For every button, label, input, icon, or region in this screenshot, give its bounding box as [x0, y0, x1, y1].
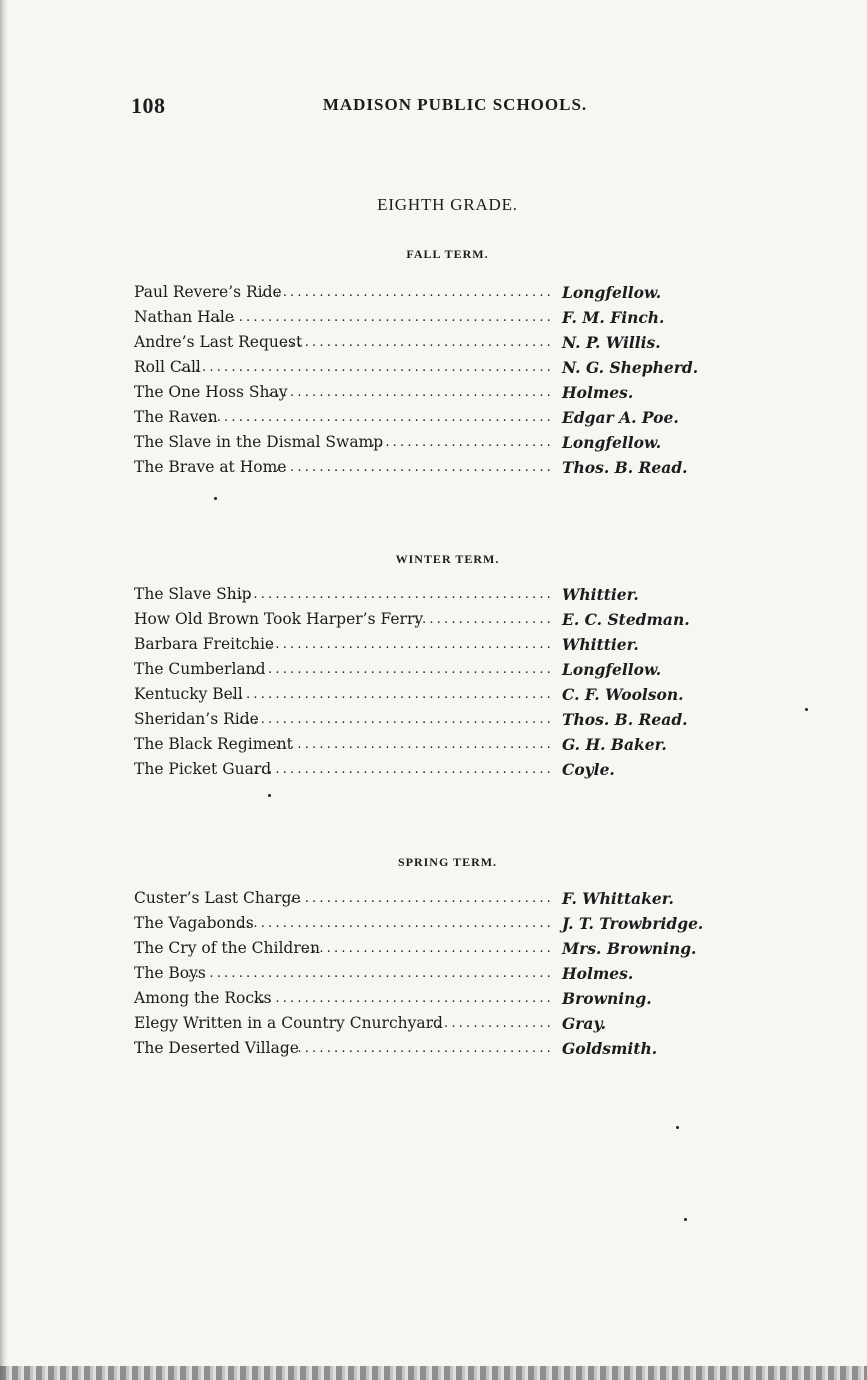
poem-title: The Cry of the Children: [134, 939, 320, 957]
poem-author: N. G. Shepherd.: [562, 358, 699, 377]
dot-leader: ............................................: [231, 587, 554, 602]
poem-title: The Vagabonds: [134, 914, 254, 932]
dot-leader: .....................................: [282, 1041, 554, 1056]
poem-title: How Old Brown Took Harper’s Ferry: [134, 610, 424, 628]
poem-entry: [134, 380, 734, 405]
poem-title: Sheridan’s Ride: [134, 710, 259, 728]
poem-entry: [134, 582, 734, 607]
fall-term-list: [134, 280, 734, 480]
poem-author: E. C. Stedman.: [562, 610, 690, 629]
poem-entry: [134, 280, 734, 305]
spring-term-heading: SPRING TERM.: [397, 855, 498, 869]
ink-speck: [805, 708, 808, 711]
poem-title: The Boys: [134, 964, 206, 982]
poem-title: Among the Rocks: [134, 989, 272, 1007]
poem-author: N. P. Willis.: [562, 333, 661, 352]
page-left-edge: [0, 0, 8, 1380]
dot-leader: ...........................................: [238, 712, 554, 727]
poem-author: J. T. Trowbridge.: [562, 914, 704, 933]
poem-author: F. Whittaker.: [562, 889, 674, 908]
poem-author: C. F. Woolson.: [562, 685, 684, 704]
dot-leader: ............................................: [231, 916, 554, 931]
winter-term-heading: WINTER TERM.: [395, 552, 500, 566]
poem-title: The Slave Ship: [134, 585, 252, 603]
poem-title: The Raven: [134, 408, 218, 426]
dot-leader: ........................................: [260, 285, 554, 300]
dot-leader: ...............................................: [209, 310, 554, 325]
grade-title: EIGHTH GRADE.: [377, 195, 518, 214]
ink-speck: [268, 794, 271, 797]
poem-entry: [134, 657, 734, 682]
poem-entry: [134, 1036, 734, 1061]
ink-speck: [676, 1126, 679, 1129]
poem-entry: [134, 936, 734, 961]
poem-author: Holmes.: [562, 964, 634, 983]
poem-title: Paul Revere’s Ride: [134, 283, 282, 301]
poem-entry: [134, 330, 734, 355]
poem-title: Kentucky Bell: [134, 685, 243, 703]
poem-author: F. M. Finch.: [562, 308, 665, 327]
poem-author: Longfellow.: [562, 660, 662, 679]
poem-author: Thos. B. Read.: [562, 458, 688, 477]
poem-author: Longfellow.: [562, 433, 662, 452]
dot-leader: .........................: [370, 435, 554, 450]
poem-author: Gray.: [562, 1014, 607, 1033]
poem-author: Thos. B. Read.: [562, 710, 688, 729]
page-bottom-edge: [0, 1366, 867, 1380]
dot-leader: ...................................................: [180, 360, 554, 375]
ink-speck: [214, 497, 217, 500]
poem-entry: [134, 405, 734, 430]
poem-title: The Slave in the Dismal Swamp: [134, 433, 384, 451]
poem-entry: [134, 732, 734, 757]
poem-entry: [134, 632, 734, 657]
poem-title: Custer’s Last Charge: [134, 889, 301, 907]
poem-author: Mrs. Browning.: [562, 939, 697, 958]
poem-title: The One Hoss Shay: [134, 383, 288, 401]
poem-title: Barbara Freitchie: [134, 635, 275, 653]
poem-author: Whittier.: [562, 635, 639, 654]
poem-entry: [134, 886, 734, 911]
spring-term-list: [134, 886, 734, 1061]
ink-speck: [684, 1218, 687, 1221]
poem-entry: [134, 911, 734, 936]
dot-leader: ..........................................: [246, 662, 554, 677]
poem-title: The Cumberland: [134, 660, 266, 678]
dot-leader: .......................................: [268, 385, 554, 400]
winter-term-list: [134, 582, 734, 782]
poem-entry: [134, 682, 734, 707]
dot-leader: .....................................: [282, 335, 554, 350]
poem-author: Whittier.: [562, 585, 639, 604]
poem-title: The Deserted Village: [134, 1039, 299, 1057]
poem-author: G. H. Baker.: [562, 735, 667, 754]
dot-leader: ...................................................: [180, 966, 554, 981]
dot-leader: .........................................: [253, 762, 554, 777]
dot-leader: .......................................: [268, 460, 554, 475]
poem-entry: [134, 305, 734, 330]
poem-entry: [134, 1011, 734, 1036]
poem-title: Elegy Written in a Country Cnurchyard: [134, 1014, 443, 1032]
page-number: 108: [131, 93, 166, 118]
dot-leader: .................: [429, 1016, 554, 1031]
poem-title: The Picket Guard: [134, 760, 272, 778]
poem-entry: [134, 355, 734, 380]
poem-author: Goldsmith.: [562, 1039, 658, 1058]
poem-entry: [134, 986, 734, 1011]
poem-title: The Black Regiment: [134, 735, 293, 753]
poem-entry: [134, 757, 734, 782]
dot-leader: ......................................: [275, 737, 554, 752]
poem-author: Longfellow.: [562, 283, 662, 302]
poem-title: The Brave at Home: [134, 458, 287, 476]
poem-title: Roll Call: [134, 358, 201, 376]
dot-leader: .................................................: [194, 410, 554, 425]
poem-entry: [134, 607, 734, 632]
poem-author: Holmes.: [562, 383, 634, 402]
dot-leader: .....................................: [282, 891, 554, 906]
poem-author: Edgar A. Poe.: [562, 408, 679, 427]
running-head: MADISON PUBLIC SCHOOLS.: [322, 95, 588, 114]
poem-title: Nathan Hale: [134, 308, 235, 326]
fall-term-heading: FALL TERM.: [406, 247, 489, 261]
poem-title: Andre’s Last Request: [134, 333, 303, 351]
dot-leader: .............................................: [224, 687, 554, 702]
dot-leader: ....................: [407, 612, 554, 627]
dot-leader: .........................................: [253, 637, 554, 652]
dot-leader: ..................................: [304, 941, 554, 956]
poem-author: Browning.: [562, 989, 652, 1008]
poem-entry: [134, 707, 734, 732]
dot-leader: .........................................: [253, 991, 554, 1006]
poem-entry: [134, 430, 734, 455]
poem-author: Coyle.: [562, 760, 615, 779]
poem-entry: [134, 455, 734, 480]
poem-entry: [134, 961, 734, 986]
